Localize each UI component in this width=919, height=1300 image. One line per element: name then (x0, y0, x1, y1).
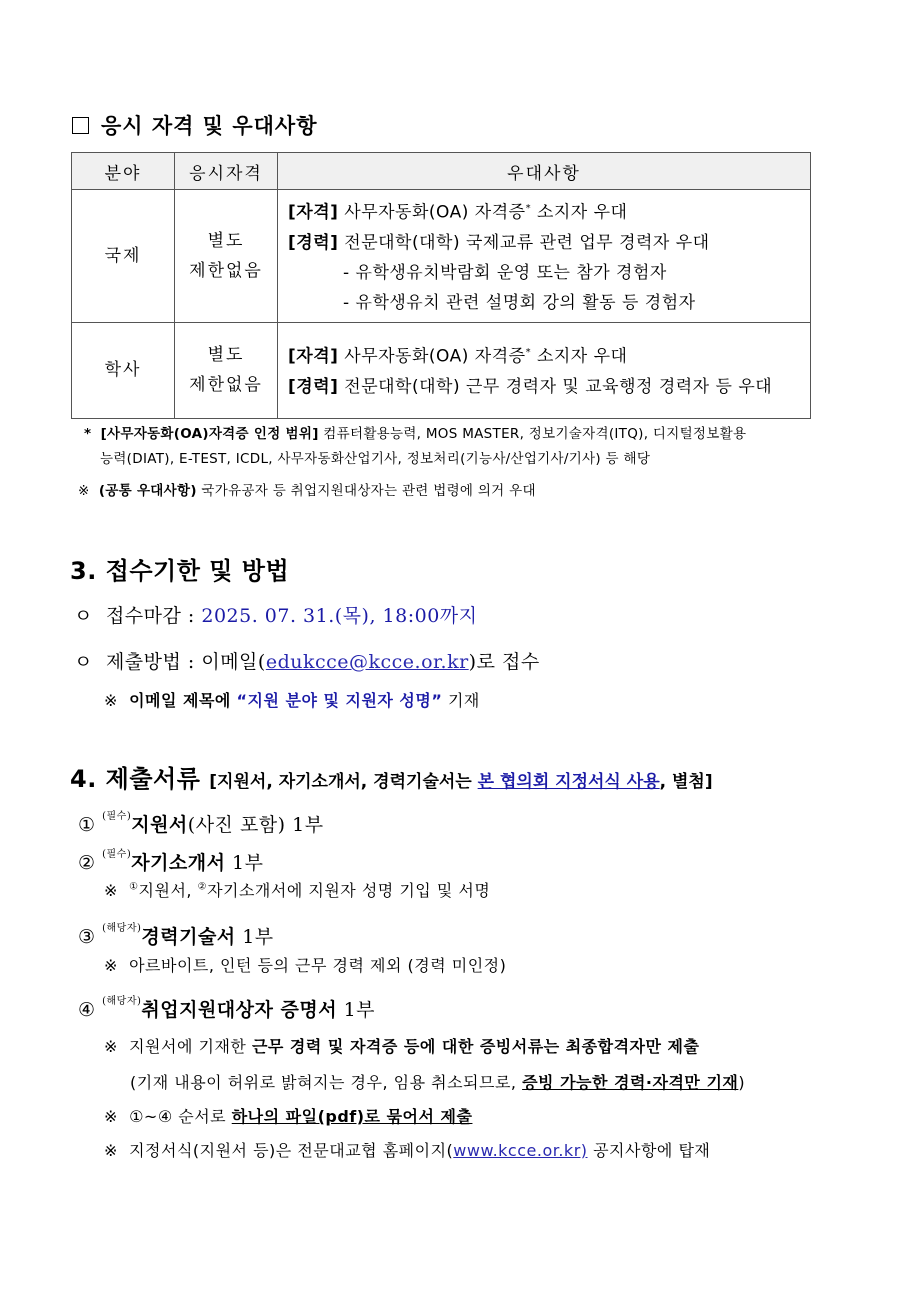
note-text: 컴퓨터활용능력, MOS MASTER, 정보기술자격(ITQ), 디지털정보활용 (318, 426, 747, 442)
table-header-row (72, 153, 811, 190)
qualification-cell (175, 322, 278, 418)
item-rest: 1부 (225, 852, 264, 874)
header-preference: 우대사항 (278, 153, 811, 190)
note-sup: ① (129, 881, 139, 893)
note-bold: (공통 우대사항) (98, 483, 197, 499)
item-rest: 1부 (337, 999, 376, 1021)
section-title-qualifications (72, 110, 318, 140)
note-text: 아르바이트, 인턴 등의 근무 경력 제외 (경력 미인정) (129, 956, 507, 975)
note-mark: ※ (104, 1037, 118, 1056)
item-number: ② (78, 852, 96, 874)
item-number: ① (78, 814, 96, 836)
qualification-line: 제한없음 (189, 260, 263, 281)
subtitle-text: [지원서, 자기소개서, 경력기술서는 (209, 772, 478, 792)
item-rest: (사진 포함) 1부 (187, 814, 324, 836)
note-mark: ※ (104, 1141, 118, 1160)
preference-line: - 유학생유치박람회 운영 또는 참가 경험자 (343, 262, 667, 283)
note-text: ①~④ 순서로 (129, 1107, 232, 1126)
preference-line (288, 194, 800, 228)
item-rest: 1부 (235, 926, 274, 948)
document-item-application (78, 810, 324, 837)
deadline-line (74, 601, 478, 628)
table-row (72, 190, 811, 323)
document-item-veteran-cert (78, 995, 375, 1022)
qualification-table (71, 152, 811, 419)
note-mark: ※ (104, 956, 118, 975)
note-bold: [사무자동화(OA)자격증 인정 범위] (100, 426, 319, 442)
submission-method-line (74, 647, 540, 674)
career-exclusion-note (104, 953, 506, 976)
oa-certificate-note (84, 422, 746, 447)
header-qualification: 응시자격 (175, 153, 278, 190)
homepage-link[interactable]: www.kcce.or.kr) (453, 1141, 588, 1160)
single-file-note (104, 1104, 472, 1127)
item-number: ③ (78, 926, 96, 948)
field-label: 국제 (104, 245, 142, 266)
email-link[interactable]: edukcce@kcce.or.kr (265, 651, 469, 673)
note-mark: ※ (78, 483, 90, 499)
pref-sup: * (525, 203, 532, 214)
preference-cell (278, 190, 811, 323)
note-text: ) (738, 1073, 746, 1092)
item-name: 지원서 (131, 814, 188, 836)
note-bold: 근무 경력 및 자격증 등에 대한 증빙서류는 최종합격자만 제출 (251, 1037, 700, 1056)
pref-text: 사무자동화(OA) 자격증 (338, 202, 526, 223)
proof-documents-note (104, 1034, 699, 1057)
qualification-cell (175, 190, 278, 323)
email-subject-note (104, 688, 480, 711)
item-name: 자기소개서 (131, 852, 226, 874)
pref-text: 소지자 우대 (531, 202, 628, 223)
pref-tag: [자격] (288, 202, 339, 223)
pref-tag: [자격] (288, 346, 339, 367)
section-title-text: 4. 제출서류 (70, 765, 201, 793)
pref-tag: [경력] (288, 232, 339, 253)
bullet-icon: ㅇ (74, 651, 93, 673)
subtitle-text: , 별첨] (659, 772, 713, 792)
field-cell (72, 190, 175, 323)
item-tag: (해당자) (102, 996, 142, 1007)
method-label: 제출방법 : 이메일( (105, 651, 266, 673)
note-bold: 이메일 제목에 (129, 691, 231, 710)
field-label: 학사 (104, 360, 142, 381)
item-tag: (필수) (102, 811, 132, 822)
section-title-documents (70, 759, 713, 794)
preference-line (288, 228, 800, 258)
note-bold: 증빙 가능한 경력·자격만 기재 (522, 1073, 739, 1092)
checkbox-icon (72, 117, 89, 134)
note-text: 기재 (442, 691, 480, 710)
note-bold: 하나의 파일(pdf)로 묶어서 제출 (231, 1107, 473, 1126)
note-mark: ※ (104, 881, 118, 900)
note-text: 지원서, (138, 881, 198, 900)
deadline-value: 2025. 07. 31.(목), 18:00까지 (201, 605, 478, 627)
common-preference-note (78, 479, 536, 504)
field-cell (72, 322, 175, 418)
note-text: 지원서에 기재한 (129, 1037, 252, 1056)
item-tag: (해당자) (102, 923, 142, 934)
note-mark: * (84, 426, 92, 442)
pref-text: 사무자동화(OA) 자격증 (338, 346, 526, 367)
note-quote: “지원 분야 및 지원자 성명” (236, 691, 443, 710)
bullet-icon: ㅇ (74, 605, 93, 627)
signature-note (104, 878, 490, 901)
deadline-label: 접수마감 : (105, 605, 202, 627)
qualification-line: 별도 (207, 230, 245, 251)
pref-sup: * (525, 347, 532, 359)
form-download-note (104, 1138, 710, 1161)
note-text: 공지사항에 탑재 (587, 1141, 711, 1160)
note-mark: ※ (104, 1107, 118, 1126)
qualification-line: 별도 (207, 345, 245, 366)
note-text: 지정서식(지원서 등)은 전문대교협 홈페이지( (129, 1141, 454, 1160)
note-text: 자기소개서에 지원자 성명 기입 및 서명 (207, 881, 491, 900)
item-name: 경력기술서 (141, 926, 236, 948)
note-text: 국가유공자 등 취업지원대상자는 관련 법령에 의거 우대 (196, 483, 536, 499)
section-title-text: 응시 자격 및 우대사항 (101, 114, 318, 138)
document-item-career (78, 922, 274, 949)
note-text: (기재 내용이 허위로 밝혀지는 경우, 임용 취소되므로, (130, 1073, 523, 1092)
item-name: 취업지원대상자 증명서 (141, 999, 338, 1021)
preference-line (288, 372, 800, 402)
oa-certificate-note-cont: 능력(DIAT), E-TEST, ICDL, 사무자동화산업기사, 정보처리(기능사/산업기사/기사) 등 해당 (100, 451, 651, 467)
table-row (72, 322, 811, 418)
preference-line: - 유학생유치 관련 설명회 강의 활동 등 경험자 (343, 292, 696, 313)
preference-cell (278, 322, 811, 418)
pref-tag: [경력] (288, 376, 339, 397)
form-template-link: 본 협의회 지정서식 사용 (477, 772, 660, 792)
qualification-line: 제한없음 (189, 375, 263, 396)
header-field: 분야 (72, 153, 175, 190)
item-tag: (필수) (102, 849, 132, 860)
preference-line (288, 338, 800, 372)
note-mark: ※ (104, 691, 118, 710)
section-title-deadline: 3. 접수기한 및 방법 (70, 557, 290, 585)
proof-documents-note-cont (130, 1070, 745, 1093)
method-after: )로 접수 (468, 651, 540, 673)
item-number: ④ (78, 999, 96, 1021)
pref-text: 전문대학(대학) 국제교류 관련 업무 경력자 우대 (338, 232, 710, 253)
document-item-self-intro (78, 848, 263, 875)
pref-text: 소지자 우대 (531, 346, 628, 367)
pref-text: 전문대학(대학) 근무 경력자 및 교육행정 경력자 등 우대 (338, 376, 773, 397)
note-sup: ② (197, 881, 208, 893)
